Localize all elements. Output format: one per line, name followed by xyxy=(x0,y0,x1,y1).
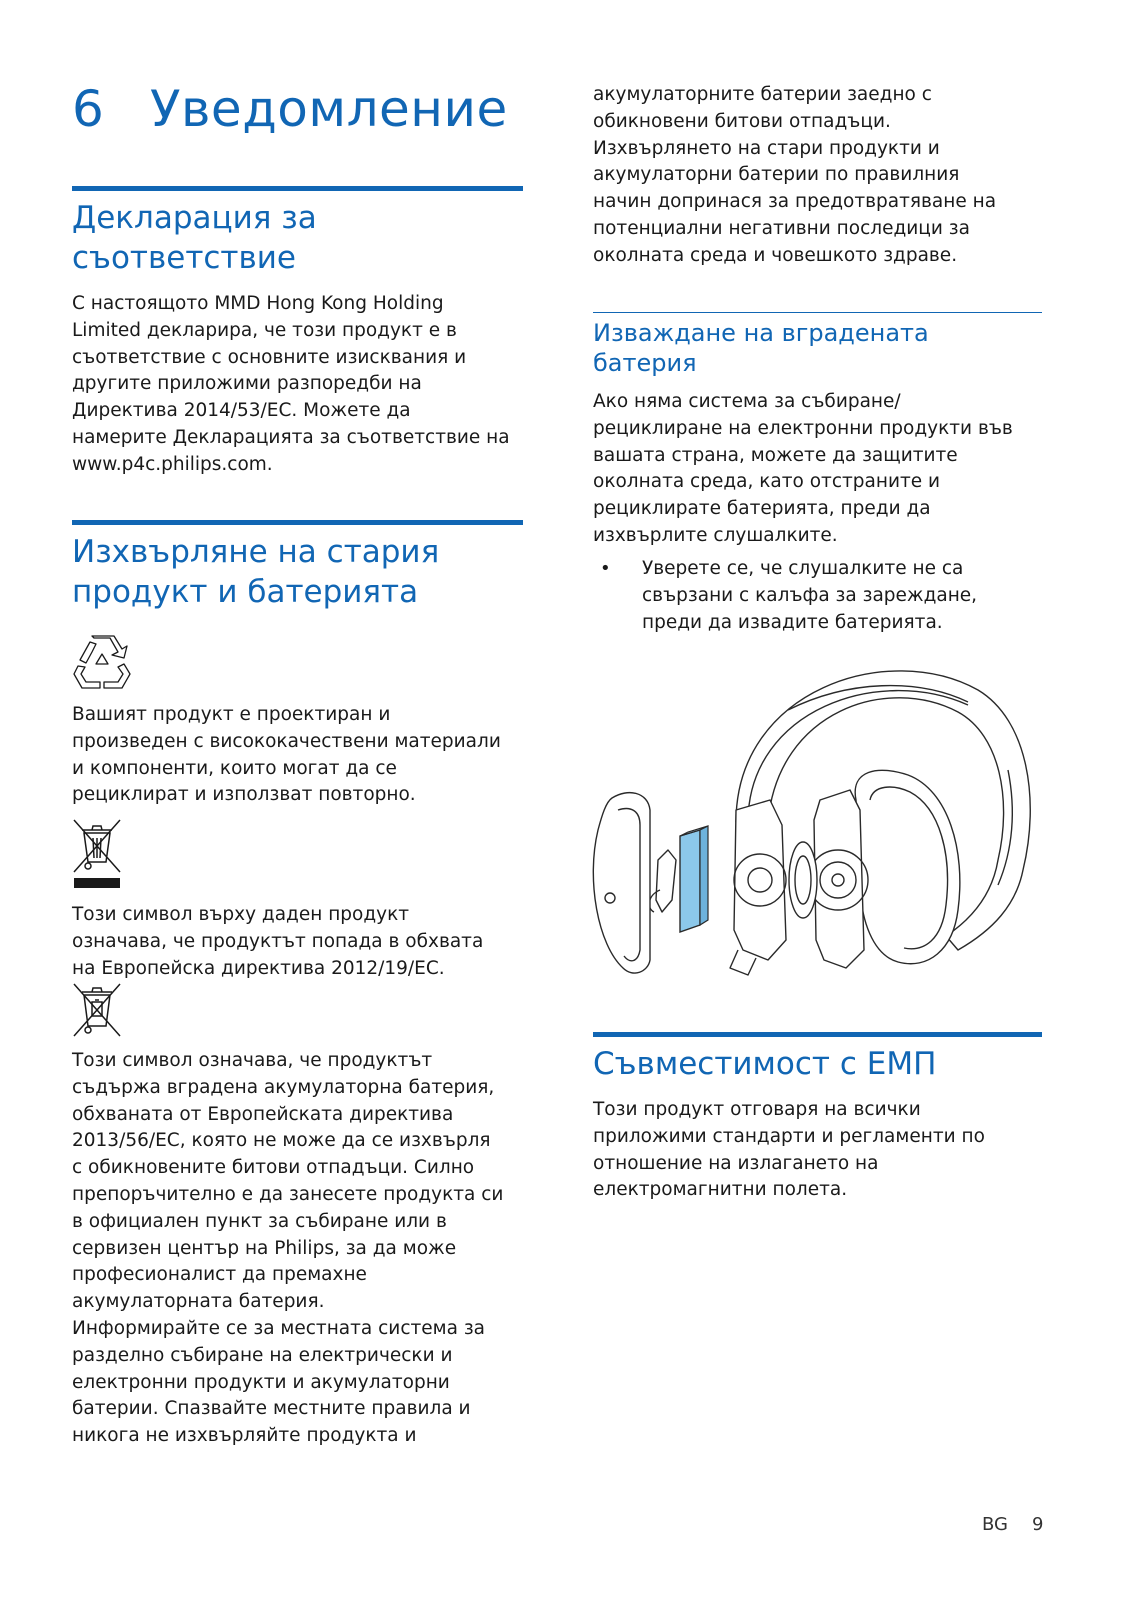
weee-text: Този символ върху даден продукт означава, че продуктът попада в обхвата на Европейска директива 2012/19/ЕС. xyxy=(72,904,484,979)
declaration-text: С настоящото MMD Hong Kong Holding Limited декларира, че този продукт е в съответствие с основните изисквания и другите приложими разпоредби на Директива 2014/53/ЕС. Можете да намерите Декларацията за съответствие на www.p4c.philips.com. xyxy=(72,293,510,475)
battery-text: Този символ означава, че продуктът съдържа вградена акумулаторна батерия, обхваната от Европейската директива 2013/56/ЕС, която не може да се изхвърля с обикновените битови отпадъци. Силно препоръчително е да занесете продукта си в официален пункт за събиране или в сервизен център на Philips, за да може професионалист да премахне акумулаторната батерия. Информирайте се за местната система за разделно събиране на електрически и електронни продукти и акумулаторни батерии. Спазвайте местните правила и никога не изхвърляйте продукта и xyxy=(72,1050,504,1447)
section-rule xyxy=(72,186,523,191)
chapter-title xyxy=(72,80,508,138)
footer-language: BG xyxy=(982,1514,1008,1535)
chapter-number: 6 xyxy=(72,80,105,138)
declaration-heading: Декларация за съответствие xyxy=(72,200,317,276)
remove-battery-text: Ако няма система за събиране/ рециклиране на електронни продукти във вашата страна, можете да защитите околната среда, като отстраните и рециклирате батерията, преди да изхвърлите слушалките. xyxy=(593,391,1013,546)
exploded-headphones-illustration xyxy=(588,650,1048,995)
bullet-marker: • xyxy=(600,558,611,579)
footer-page-number: 9 xyxy=(1032,1514,1044,1535)
bullet-text: Уверете се, че слушалките не са свързани с калъфа за зареждане, преди да извадите батерията. xyxy=(642,558,978,633)
chapter-title-text: Уведомление xyxy=(150,80,508,138)
section-rule xyxy=(72,520,523,525)
subsection-rule xyxy=(593,312,1042,313)
disposal-text: Вашият продукт е проектиран и произведен с висококачествени материали и компоненти, които могат да се рециклират и използват повторно. xyxy=(72,704,501,806)
remove-battery-heading: Изваждане на вградената батерия xyxy=(593,319,929,377)
crossed-bin-battery-icon xyxy=(72,982,122,1038)
disposal-heading: Изхвърляне на стария продукт и батерията xyxy=(72,534,440,610)
continued-text: акумулаторните батерии заедно с обикновени битови отпадъци. Изхвърлянето на стари продукти и акумулаторни батерии по правилния начин допринася за предотвратяване на потенциални негативни последици за околната среда и човешкото здраве. xyxy=(593,84,997,266)
emc-text: Този продукт отговаря на всички приложими стандарти и регламенти по отношение на излагането на електромагнитни полета. xyxy=(593,1099,985,1201)
section-rule xyxy=(593,1032,1042,1037)
emc-heading: Съвместимост с ЕМП xyxy=(593,1046,937,1082)
crossed-bin-icon xyxy=(72,818,122,890)
recycle-icon xyxy=(72,634,132,692)
